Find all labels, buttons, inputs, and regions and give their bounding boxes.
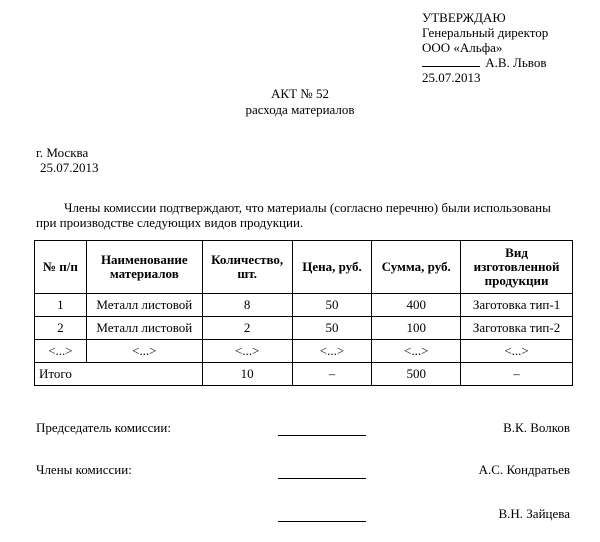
- cell-product: Заготовка тип-1: [461, 294, 573, 317]
- approval-signature-line: [422, 55, 480, 67]
- header-product: Вид изготовленной продукции: [461, 241, 573, 294]
- chairman-name: В.К. Волков: [503, 420, 570, 435]
- table-row: [35, 317, 573, 340]
- cell-material: Металл листовой: [86, 317, 202, 340]
- cell-quantity: <...>: [202, 340, 292, 363]
- approval-signatory: А.В. Львов: [485, 55, 547, 70]
- total-label: Итого: [35, 363, 203, 386]
- chairman-label: Председатель комиссии:: [36, 420, 171, 435]
- total-sum: 500: [372, 363, 461, 386]
- act-subtitle: расхода материалов: [245, 102, 355, 117]
- header-sum: Сумма, руб.: [372, 241, 461, 294]
- approval-signature-row: [422, 55, 548, 70]
- table-header-row: [35, 241, 573, 294]
- approval-date: 25.07.2013: [422, 70, 481, 85]
- header-number: № п/п: [35, 241, 87, 294]
- table-total-row: [35, 363, 573, 386]
- header-quantity: Количество, шт.: [202, 241, 292, 294]
- total-quantity: 10: [202, 363, 292, 386]
- cell-product: Заготовка тип-2: [461, 317, 573, 340]
- cell-sum: 400: [372, 294, 461, 317]
- approval-block: [422, 10, 548, 85]
- cell-sum: <...>: [372, 340, 461, 363]
- materials-table: [34, 240, 573, 386]
- cell-material: Металл листовой: [86, 294, 202, 317]
- place-city: г. Москва: [36, 145, 89, 160]
- table-row: [35, 340, 573, 363]
- act-title: АКТ № 52: [271, 86, 329, 101]
- cell-number: 2: [35, 317, 87, 340]
- member2-name: В.Н. Зайцева: [498, 506, 570, 521]
- cell-price: 50: [292, 294, 372, 317]
- header-price: Цена, руб.: [292, 241, 372, 294]
- approval-company: ООО «Альфа»: [422, 40, 503, 55]
- cell-price: <...>: [292, 340, 372, 363]
- header-material: Наименование материалов: [86, 241, 202, 294]
- cell-quantity: 8: [202, 294, 292, 317]
- members-label: Члены комиссии:: [36, 462, 132, 477]
- intro-paragraph: Члены комиссии подтверждают, что материалы (согласно перечню) были использованы при производстве следующих видов продукции.: [36, 200, 551, 230]
- total-price: –: [292, 363, 372, 386]
- total-product: –: [461, 363, 573, 386]
- cell-product: <...>: [461, 340, 573, 363]
- approval-position: Генеральный директор: [422, 25, 549, 40]
- cell-number: <...>: [35, 340, 87, 363]
- cell-material: <...>: [86, 340, 202, 363]
- act-title-block: [0, 86, 600, 118]
- approval-header: УТВЕРЖДАЮ: [422, 10, 506, 25]
- member1-name: А.С. Кондратьев: [478, 462, 570, 477]
- cell-sum: 100: [372, 317, 461, 340]
- cell-quantity: 2: [202, 317, 292, 340]
- member2-signature-line: [278, 521, 366, 522]
- cell-number: 1: [35, 294, 87, 317]
- place-date: 25.07.2013: [40, 160, 99, 175]
- table-row: [35, 294, 573, 317]
- member1-signature-line: [278, 478, 366, 479]
- chairman-signature-line: [278, 435, 366, 436]
- cell-price: 50: [292, 317, 372, 340]
